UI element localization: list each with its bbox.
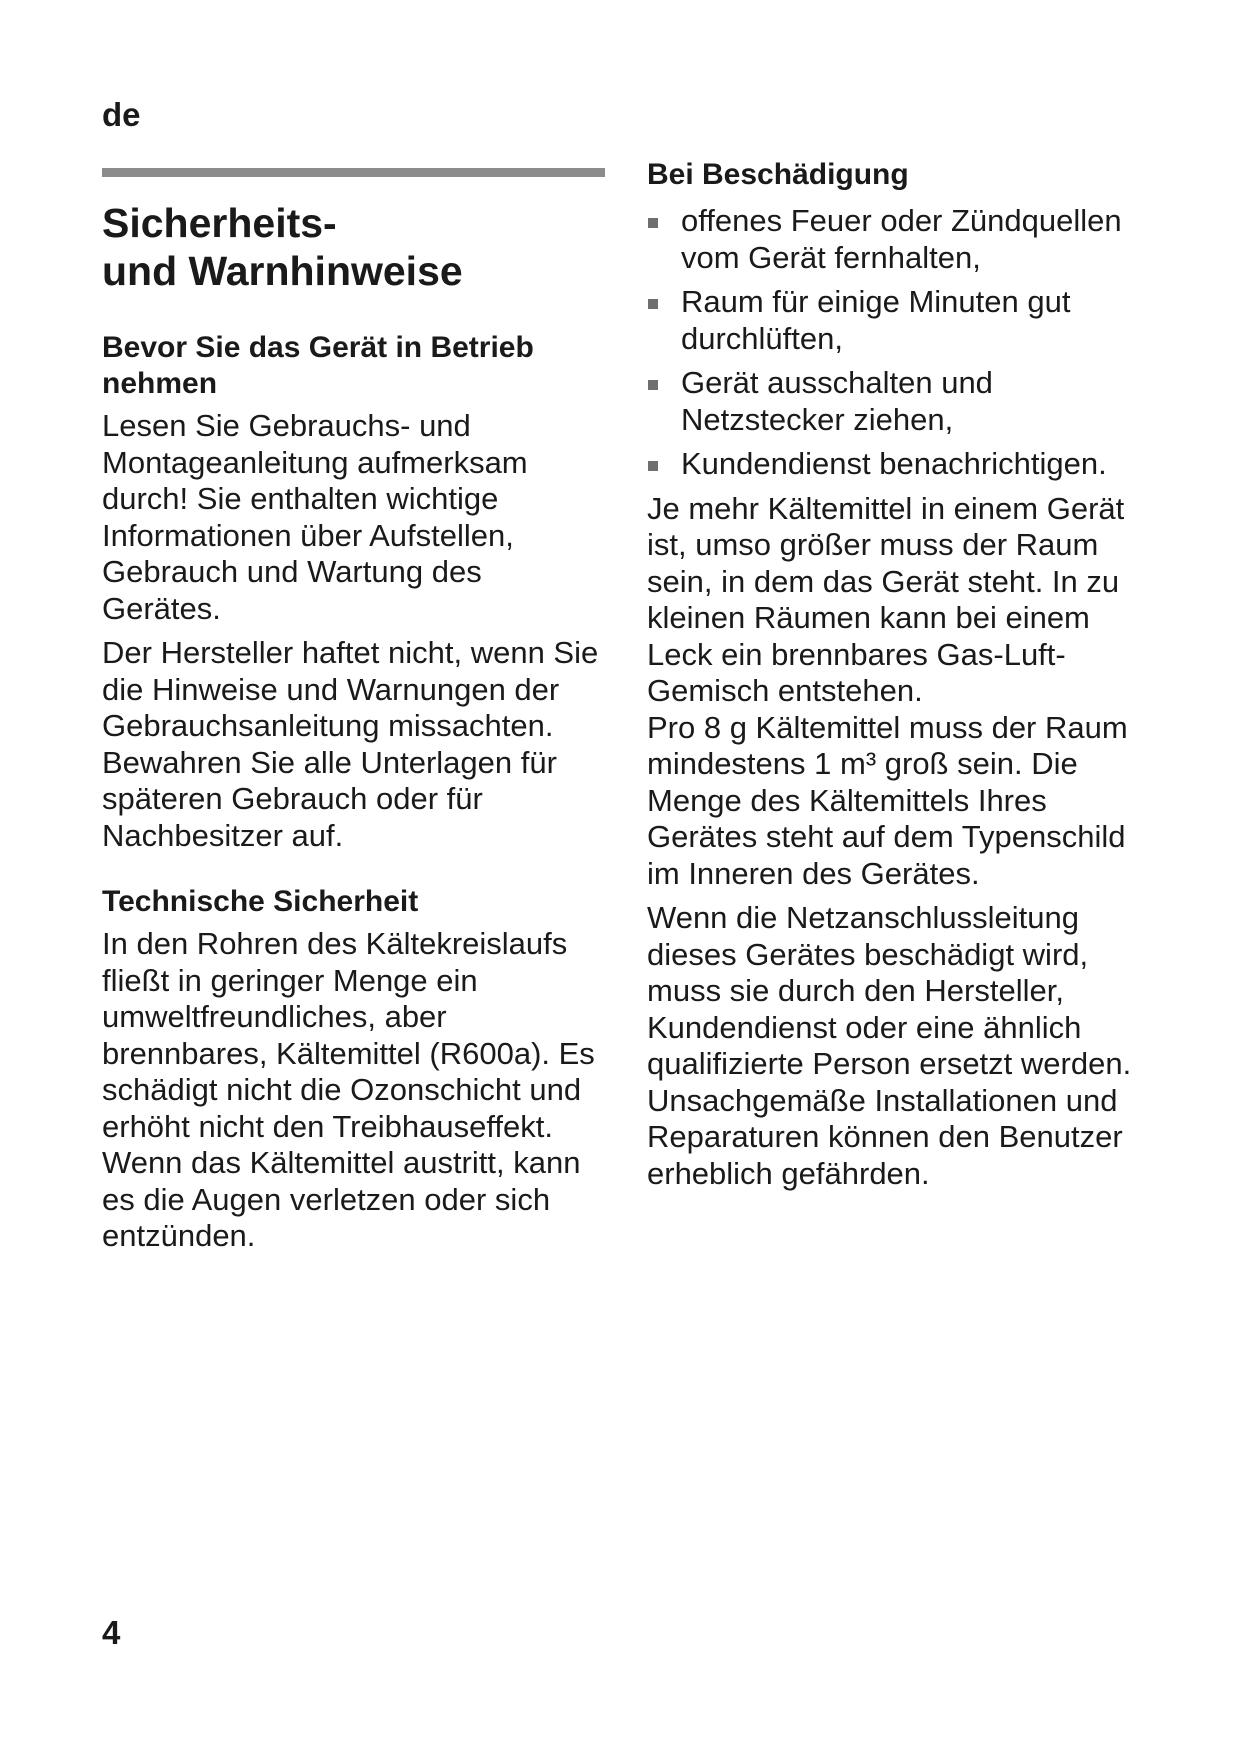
section-divider xyxy=(102,168,605,177)
page-title-line1: Sicherheits- xyxy=(102,200,337,246)
square-bullet-icon xyxy=(648,299,658,309)
list-item xyxy=(647,203,1157,276)
list-item xyxy=(647,446,1157,483)
list-item xyxy=(647,284,1157,357)
right-column xyxy=(647,157,1157,1192)
square-bullet-icon xyxy=(648,218,658,228)
paragraph-room-size: Je mehr Kältemittel in einem Gerät ist, umso größer muss der Raum sein, in dem das Gerät steht. In zu kleinen Räumen kann bei einem Leck ein brennbares Gas-Luft-Gemisch entstehen. xyxy=(647,490,1125,708)
heading-technical-safety: Technische Sicherheit xyxy=(102,885,419,918)
list-item-text: Kundendienst benachrichtigen. xyxy=(681,446,1107,481)
left-column xyxy=(102,168,607,1255)
heading-in-case-of-damage: Bei Beschädigung xyxy=(647,158,909,191)
square-bullet-icon xyxy=(648,380,658,390)
damage-steps-list xyxy=(647,203,1157,483)
paragraph-power-cord: Wenn die Netzanschlussleitung dieses Gerätes beschädigt wird, muss sie durch den Hersteller, Kundendienst oder eine ähnlich qualifizierte Person ersetzt werden. Unsachgemäße Installationen und Reparaturen können den Benutzer erheblich gefährden. xyxy=(647,900,1132,1191)
list-item-text: Raum für einige Minuten gut durchlüften, xyxy=(681,284,1071,356)
paragraph-refrigerant: In den Rohren des Kältekreislaufs fließt in geringer Menge ein umweltfreundliches, aber brennbares, Kältemittel (R600a). Es schädigt nicht die Ozonschicht und erhöht nicht den Treibhauseffekt. Wenn das Kältemittel austritt, kann es die Augen verletzen oder sich entzünden. xyxy=(102,926,595,1253)
paragraph-refrigerant-amount: Pro 8 g Kältemittel muss der Raum mindestens 1 m³ groß sein. Die Menge des Kältemittels Ihres Gerätes steht auf dem Typenschild im Inneren des Gerätes. xyxy=(647,709,1128,891)
paragraph-read-instructions: Lesen Sie Gebrauchs- und Montageanleitung aufmerksam durch! Sie enthalten wichtige Informationen über Aufstellen, Gebrauch und Wartung des Gerätes. xyxy=(102,408,528,626)
list-item-text: offenes Feuer oder Zündquellen vom Gerät fernhalten, xyxy=(681,203,1122,275)
page-title-line2: und Warnhinweise xyxy=(102,248,463,294)
paragraph-manufacturer-liability: Der Hersteller haftet nicht, wenn Sie die Hinweise und Warnungen der Gebrauchsanleitung missachten. Bewahren Sie alle Unterlagen für späteren Gebrauch oder für Nachbesitzer auf. xyxy=(102,635,599,853)
page-title xyxy=(102,199,607,295)
page-number: 4 xyxy=(102,1614,121,1651)
square-bullet-icon xyxy=(648,461,658,471)
language-label: de xyxy=(102,96,141,133)
heading-before-operation: Bevor Sie das Gerät in Betrieb nehmen xyxy=(102,331,534,400)
list-item-text: Gerät ausschalten und Netzstecker ziehen, xyxy=(681,365,993,437)
list-item xyxy=(647,365,1157,438)
